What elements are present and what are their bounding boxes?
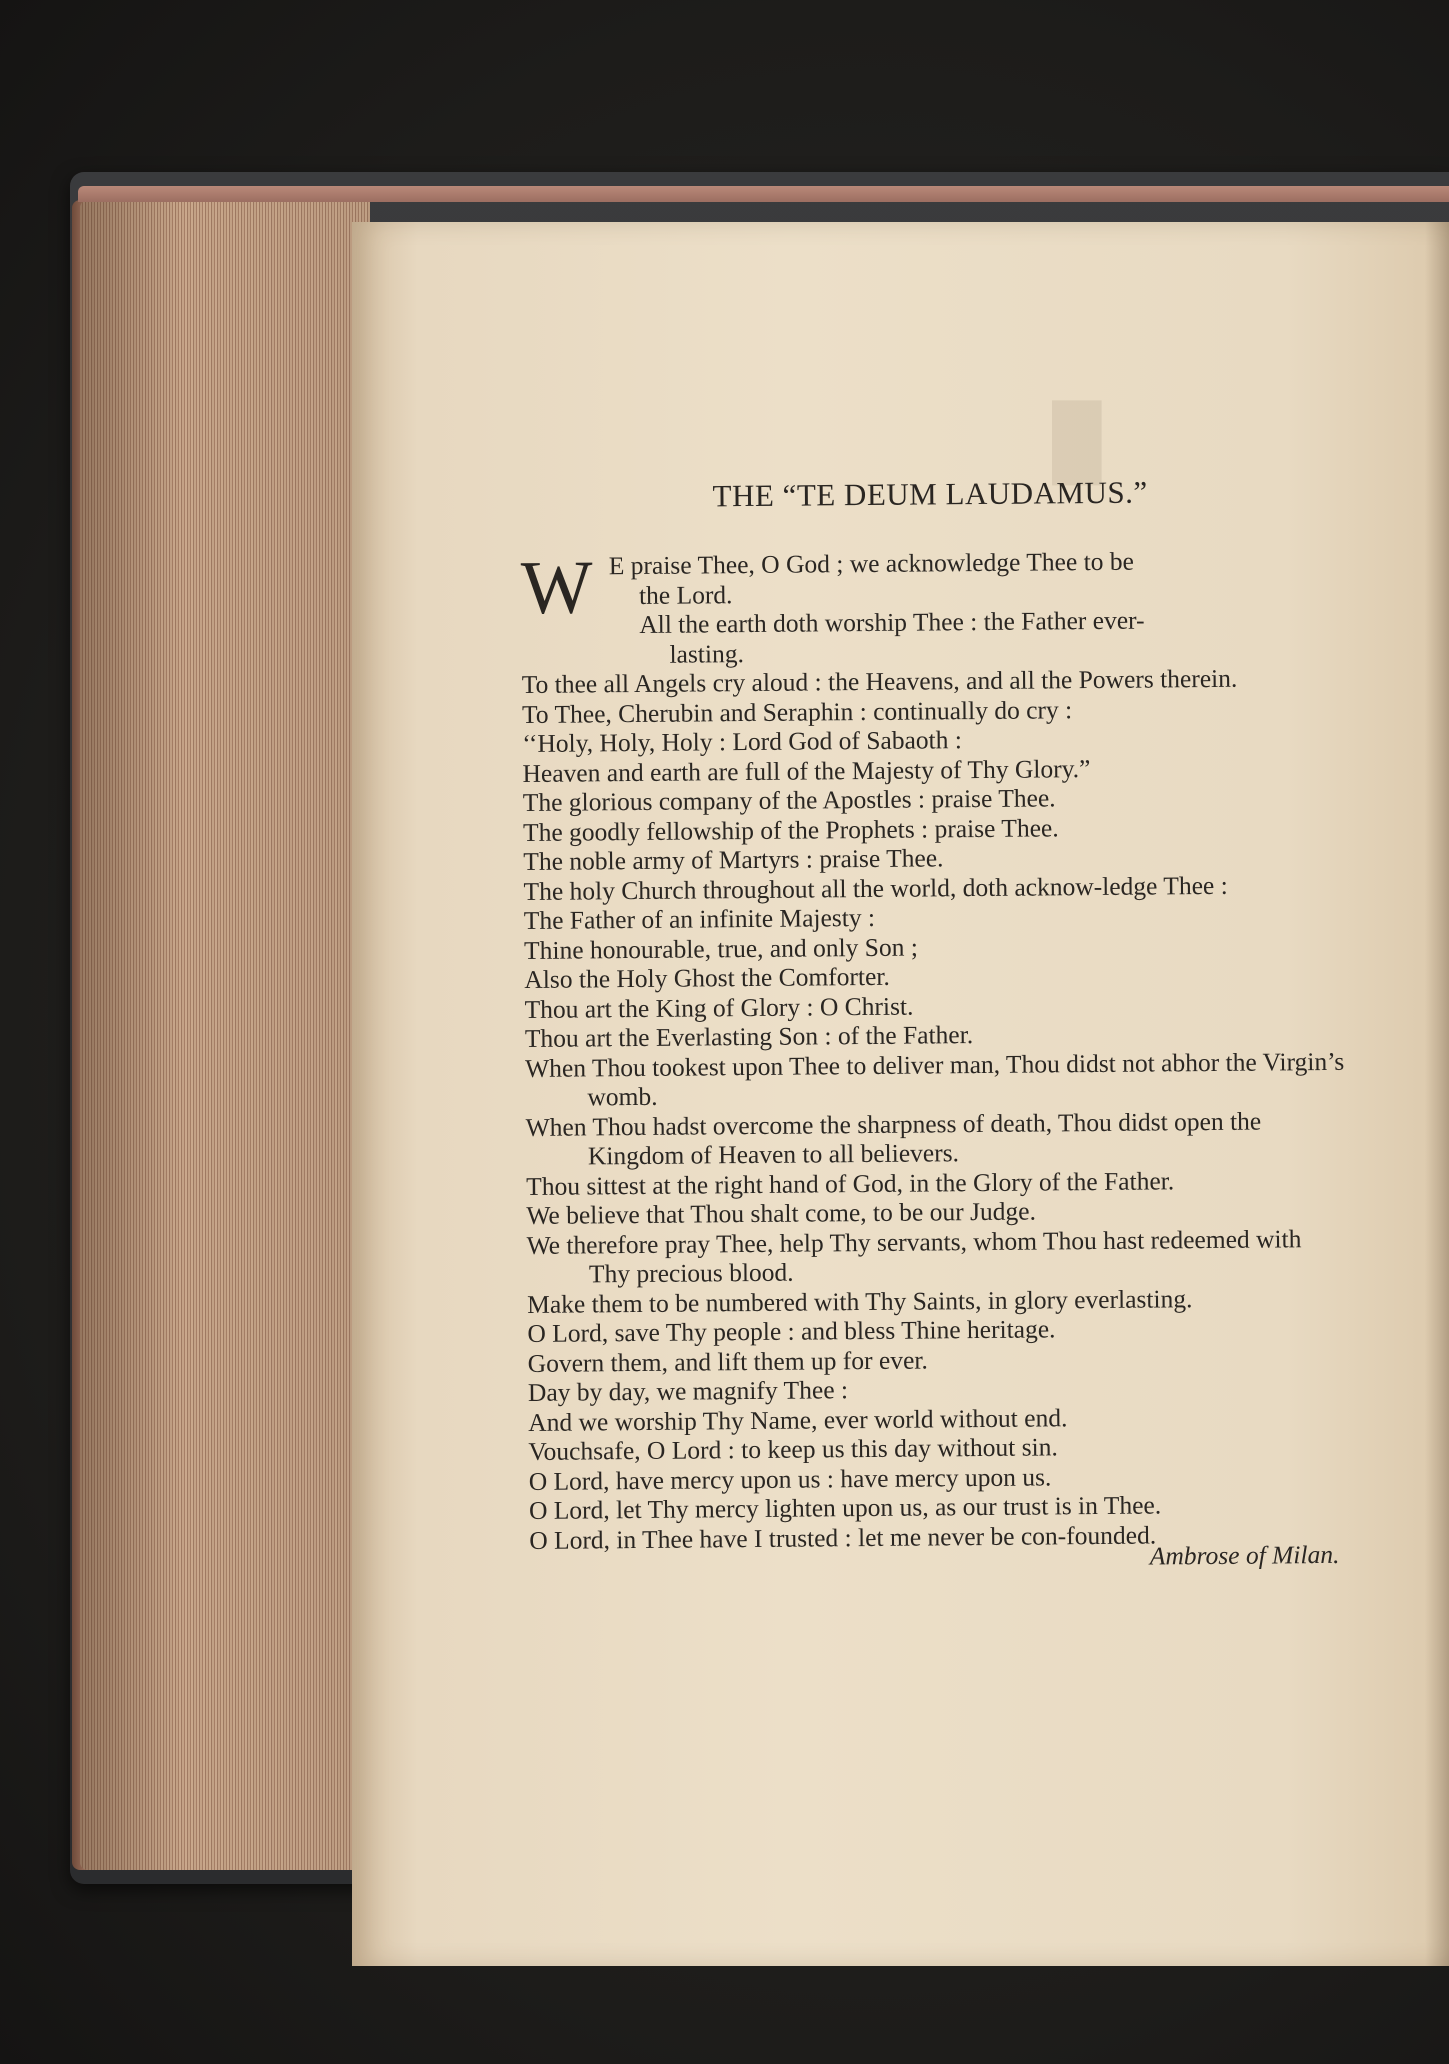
verse-list: [522, 663, 1350, 1555]
verse: Day by day, we magnify Thee :: [527, 1375, 849, 1407]
verse: Govern them, and lift them up for ever.: [527, 1344, 928, 1378]
verse: Also the Holy Ghost the Comforter.: [524, 961, 890, 994]
verse: When Thou tookest upon Thee to deliver man, Thou didst not abhor the Virgin’s womb.: [525, 1046, 1345, 1112]
bleed-through-mark: █: [1052, 403, 1102, 480]
drop-cap: W: [520, 545, 594, 630]
page-title: THE “TE DEUM LAUDAMUS.”: [712, 474, 1148, 514]
verse-line: All the earth doth worship Thee : the Father ever-: [639, 605, 1145, 639]
verse: O Lord, in Thee have I trusted : let me never be con-founded.: [529, 1519, 1157, 1555]
page-text: [520, 473, 1350, 1577]
verse: O Lord, let Thy mercy lighten upon us, as our trust is in Thee.: [528, 1490, 1162, 1525]
verse: And we worship Thy Name, ever world without end.: [528, 1402, 1068, 1437]
verse: The glorious company of the Apostles : praise Thee.: [522, 783, 1056, 817]
verse: The holy Church throughout all the world, doth acknow-ledge Thee :: [523, 870, 1228, 906]
verse: To Thee, Cherubin and Seraphin : continually do cry :: [521, 694, 1073, 729]
verse: Thou art the King of Glory : O Christ.: [524, 991, 914, 1024]
verse: O Lord, have mercy upon us : have mercy upon us.: [528, 1461, 1052, 1496]
verse: Heaven and earth are full of the Majesty of Thy Glory.”: [522, 753, 1091, 788]
verse-line-continued: the Lord.: [638, 579, 733, 610]
verse: Vouchsafe, O Lord : to keep us this day without sin.: [528, 1432, 1058, 1466]
verse: Thou art the Everlasting Son : of the Father.: [524, 1020, 974, 1053]
verse: ‘‘Holy, Holy, Holy : Lord God of Sabaoth :: [522, 725, 962, 758]
first-verse: [521, 545, 1342, 670]
verse: The Father of an infinite Majesty :: [523, 902, 876, 935]
verse: The goodly fellowship of the Prophets : praise Thee.: [522, 812, 1059, 847]
attribution: Ambrose of Milan.: [1149, 1539, 1340, 1571]
verse-line: E praise Thee, O God ; we acknowledge Thee to be: [608, 546, 1135, 581]
page-block-shade: [80, 200, 370, 1870]
book-top-edge: [78, 186, 1449, 202]
verse: To thee all Angels cry aloud : the Heavens, and all the Powers therein.: [521, 663, 1238, 699]
verse: O Lord, save Thy people : and bless Thine heritage.: [527, 1314, 1056, 1348]
verse: We therefore pray Thee, help Thy servants, whom Thou hast redeemed with Thy precious blood.: [526, 1223, 1302, 1289]
verse: The noble army of Martyrs : praise Thee.: [523, 843, 944, 876]
verse-line-continued: lasting.: [669, 638, 745, 669]
verse: When Thou hadst overcome the sharpness of death, Thou didst open the Kingdom of Heaven to all believers.: [525, 1106, 1262, 1171]
verse: We believe that Thou shalt come, to be our Judge.: [526, 1196, 1036, 1230]
verse: Thine honourable, true, and only Son ;: [523, 932, 918, 965]
verse: Make them to be numbered with Thy Saints, in glory everlasting.: [527, 1283, 1193, 1319]
verse: Thou sittest at the right hand of God, in the Glory of the Father.: [526, 1165, 1175, 1201]
